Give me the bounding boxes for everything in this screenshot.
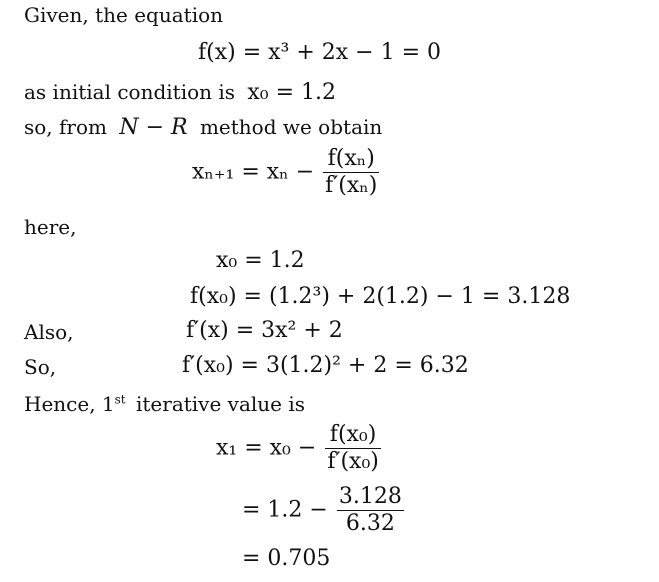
- nr-formula: [192, 148, 381, 197]
- x1-numerator: f(x₀): [329, 422, 377, 447]
- f-prime-value: f′(x) = 3x² + 2: [186, 318, 343, 343]
- method-name: N − R: [119, 115, 188, 140]
- step2-lhs: = 1.2 −: [242, 497, 328, 523]
- hence-prefix: Hence, 1: [24, 392, 115, 416]
- also-label: Also,: [24, 320, 74, 344]
- step2-fraction: [337, 486, 404, 535]
- hence-suffix: iterative value is: [135, 392, 306, 416]
- f-prime-line: [186, 320, 343, 342]
- f-x0-line: [190, 286, 570, 308]
- result-value: = 0.705: [242, 546, 331, 571]
- x1-denominator: f′(x₀): [327, 449, 379, 474]
- x1-formula: [216, 424, 383, 473]
- x0-value-line: [216, 250, 305, 272]
- nr-formula-denominator: f′(xₙ): [325, 173, 378, 198]
- x1-lhs: x₁ = x₀ −: [216, 435, 317, 461]
- nr-formula-fraction: [323, 148, 379, 197]
- f-prime-x0-line: [182, 355, 469, 377]
- x0-value: x₀ = 1.2: [216, 248, 305, 273]
- step2-formula: [242, 486, 406, 535]
- method-prefix: so, from: [24, 115, 107, 139]
- intro-text: [24, 5, 223, 25]
- step2-numerator: 3.128: [338, 484, 402, 509]
- here-label: here,: [24, 215, 77, 239]
- intro-label: Given, the equation: [24, 3, 224, 27]
- equation-f: [198, 42, 441, 64]
- nr-formula-numerator: f(xₙ): [327, 146, 375, 171]
- initial-condition-label: as initial condition is: [24, 80, 236, 104]
- equation-f-text: f(x) = x³ + 2x − 1 = 0: [198, 40, 442, 65]
- hence-line: [24, 394, 305, 414]
- so-label: So,: [24, 355, 57, 379]
- x1-fraction: [325, 424, 381, 473]
- initial-condition-line: [24, 82, 336, 104]
- step2-denominator: 6.32: [345, 511, 395, 536]
- here-line: [24, 217, 76, 237]
- initial-condition-value: x₀ = 1.2: [247, 80, 337, 105]
- also-line: [24, 322, 74, 342]
- hence-superscript: st: [114, 392, 126, 407]
- method-suffix: method we obtain: [199, 115, 383, 139]
- nr-formula-lhs: xₙ₊₁ = xₙ −: [192, 159, 315, 185]
- f-x0-value: f(x₀) = (1.2³) + 2(1.2) − 1 = 3.128: [190, 284, 571, 309]
- so-line: [24, 357, 56, 377]
- result-line: [242, 548, 330, 570]
- method-line: [24, 117, 382, 139]
- f-prime-x0-value: f′(x₀) = 3(1.2)² + 2 = 6.32: [182, 353, 469, 378]
